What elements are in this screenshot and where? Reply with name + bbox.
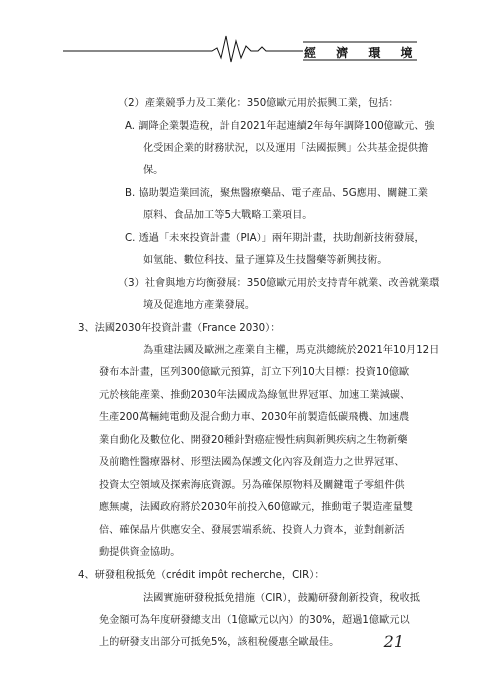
page-number: 21 <box>383 632 404 651</box>
text-line: 原料、食品加工等5大戰略工業項目。 <box>143 210 313 221</box>
text-line: C. 透過「未來投資計畫（PIA）」兩年期計畫，扶助創新技術發展， <box>125 233 425 244</box>
text-line: 3、法國2030年投資計畫（France 2030）： <box>78 323 281 334</box>
text-line: 化受困企業的財務狀況，以及運用「法國振興」公共基金提供擔 <box>143 143 429 154</box>
text-line: （3）社會與地方均衡發展：350億歐元用於支持青年就業、改善就業環 <box>118 278 440 289</box>
text-line: 動提供資金協助。 <box>99 547 181 558</box>
text-line: B. 協助製造業回流，聚焦醫療藥品、電子產品、5G應用、關鍵工業 <box>125 188 428 199</box>
text-line: 業自動化及數位化、開發20種針對癌症慢性病與新興疾病之生物新藥 <box>99 435 408 446</box>
text-line: 如氫能、數位科技、量子運算及生技醫藥等新興技術。 <box>143 255 388 266</box>
text-line: 元於核能產業、推動2030年法國成為綠氫世界冠軍、加速工業減碳、 <box>99 390 411 401</box>
text-line: 及前瞻性醫療器材、形塑法國為保護文化內容及創造力之世界冠軍、 <box>99 457 405 468</box>
page-header <box>0 0 480 70</box>
text-line: 投資太空領域及探索海底資源。另為確保原物料及關鍵電子零組件供 <box>99 480 405 491</box>
header-section-title: 經 濟 環 境 <box>304 46 421 60</box>
text-line: 保。 <box>143 165 164 176</box>
text-line: 發布本計畫，匡列300億歐元預算，訂立下列10大目標：投資10億歐 <box>99 367 410 378</box>
text-line: （2）產業競爭力及工業化：350億歐元用於振興工業，包括： <box>118 98 399 109</box>
text-line: 法國實施研發稅抵免措施（CIR），鼓勵研發創新投資，稅收抵 <box>143 593 420 604</box>
text-line: 倍、確保晶片供應安全、發展雲端系統、投資人力資本，並對創新活 <box>99 525 405 536</box>
text-line: 生產200萬輛純電動及混合動力車、2030年前製造低碳飛機、加速農 <box>99 412 410 423</box>
text-line: 應無虞，法國政府將於2030年前投入60億歐元，推動電子製造產量雙 <box>99 502 413 513</box>
text-line: 上的研發支出部分可抵免5%，該租稅優惠全歐最佳。 <box>99 637 340 648</box>
text-line: 為重建法國及歐洲之產業自主權，馬克洪總統於2021年10月12日 <box>143 345 440 356</box>
text-line: 4、研發租稅抵免（crédit impôt recherche，CIR）： <box>78 570 325 581</box>
text-line: A. 調降企業製造稅，計自2021年起連續2年每年調降100億歐元、強 <box>125 121 435 132</box>
text-line: 境及促進地方產業發展。 <box>143 300 256 311</box>
text-line: 免金額可為年度研發總支出（1億歐元以內）的30%，超過1億歐元以 <box>99 615 410 626</box>
